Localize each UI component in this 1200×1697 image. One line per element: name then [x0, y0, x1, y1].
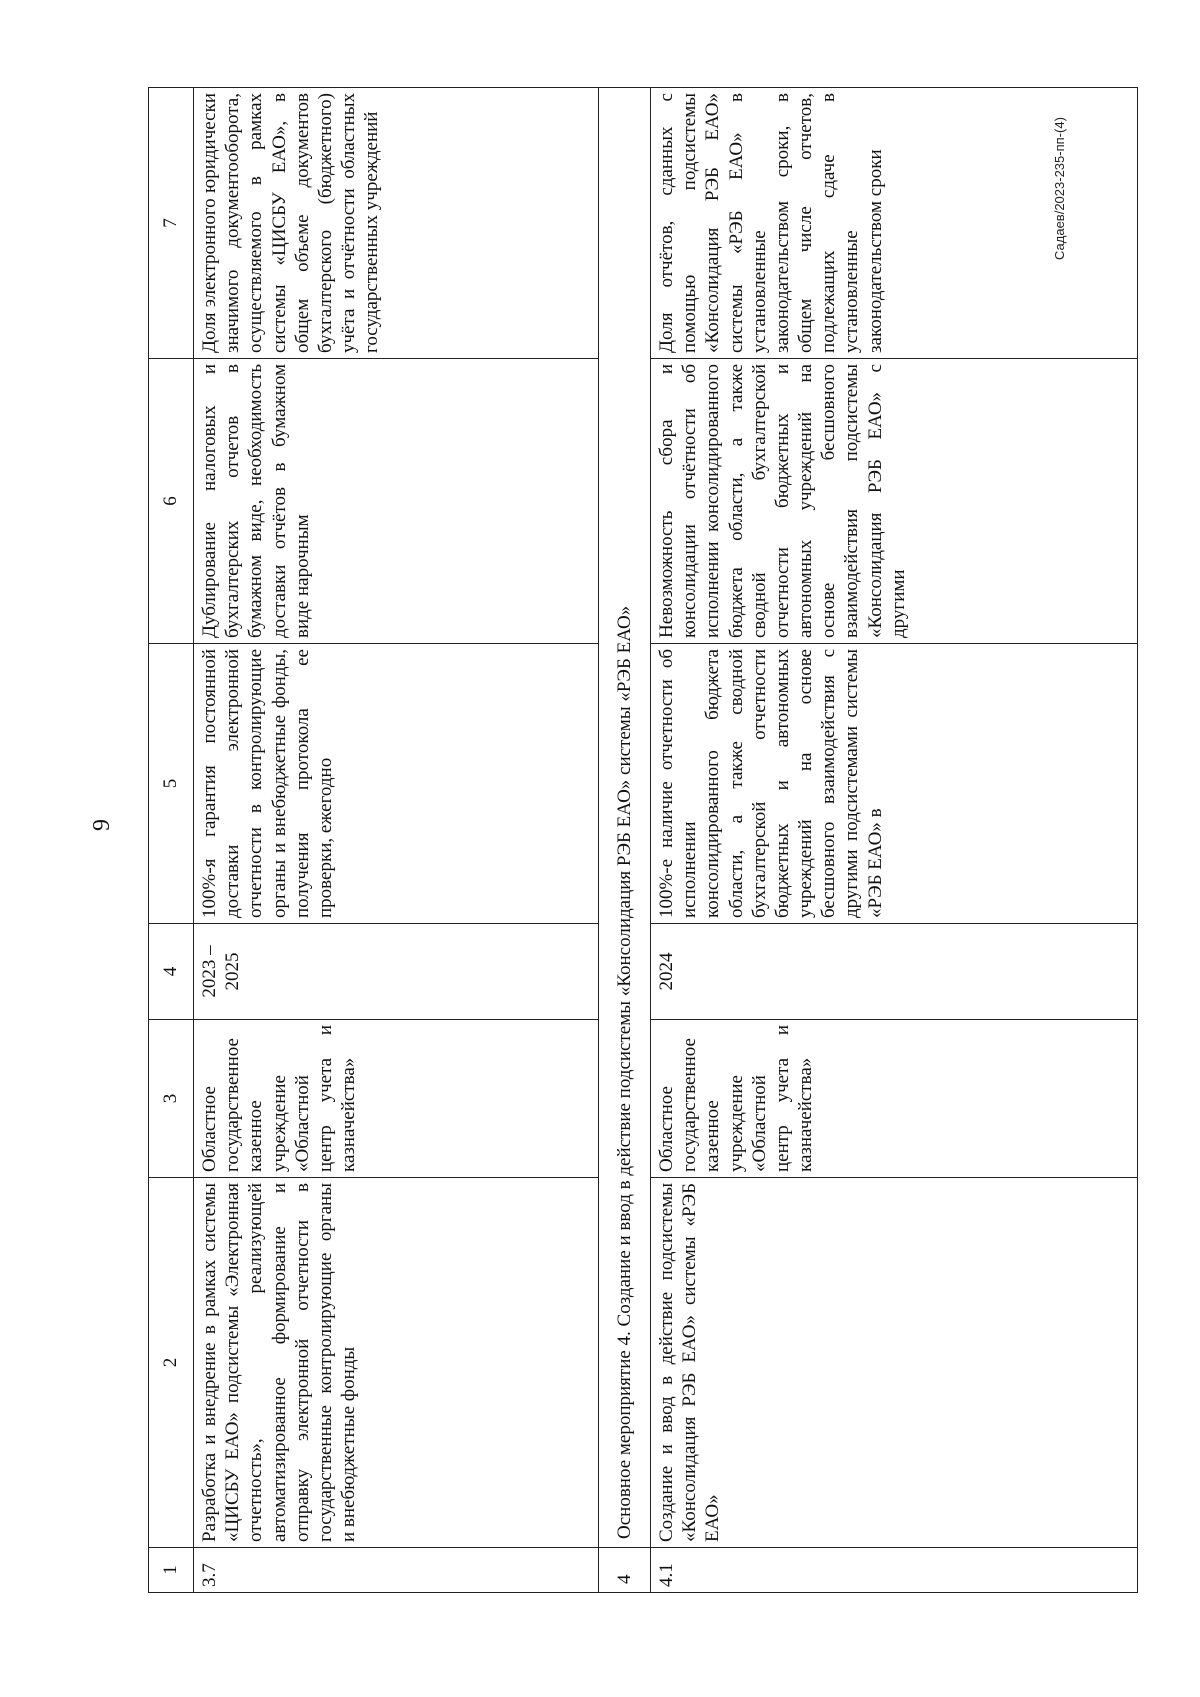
header-col-4: 4: [149, 924, 194, 1020]
table-row: [194, 88, 599, 1593]
row-number: 3.7: [194, 1548, 599, 1593]
measures-table: [148, 87, 1138, 1593]
row-number: 4.1: [651, 1548, 1138, 1593]
document-reference: [1048, 117, 1068, 360]
consequences: Невозможность сбора и консолидации отчётности об исполнении консолидированного бюджета области, а также сводной бухгалтерской отчетности бюджетных и автономных учреждений на основе бесшовного взаимодействия подсистемы «Консолидация РЭБ ЕАО» с другими: [651, 359, 1138, 644]
implementation-period: 2024: [651, 924, 1138, 1020]
expected-result: 100%-е наличие отчетности об исполнении консолидированного бюджета области, а также сводной бухгалтерской отчетности бюджетных и автономных учреждений на основе бесшовного взаимодействия с другими подсистемами системы «РЭБ ЕАО» в: [651, 644, 1138, 924]
consequences: Дублирование налоговых и бухгалтерских отчетов в бумажном виде, необходимость доставки отчётов в бумажном виде нарочным: [194, 359, 599, 644]
section-number: 4: [599, 1548, 651, 1593]
page-number: 9: [89, 819, 115, 831]
header-col-6: 6: [149, 359, 194, 644]
expected-result: 100%-я гарантия постоянной доставки электронной отчетности в контролирующие органы и внебюджетные фонды, получения протокола ее проверки, ежегодно: [194, 644, 599, 924]
measure-name: Создание и ввод в действие подсистемы «Консолидация РЭБ ЕАО» системы «РЭБ ЕАО»: [651, 1178, 1138, 1548]
header-row: [149, 88, 194, 1593]
responsible-executor: Областное государственное казенное учреждение «Областной центр учета и казначейства»: [651, 1020, 1138, 1178]
measure-name: Разработка и внедрение в рамках системы «ЦИСБУ ЕАО» подсистемы «Электронная отчетность», реализующей автоматизированное формирование и отправку электронной отчетности в государственные контролирующие органы и внебюджетные фонды: [194, 1178, 599, 1548]
header-col-3: 3: [149, 1020, 194, 1178]
indicator: Доля отчётов, сданных с помощью подсистемы «Консолидация РЭБ ЕАО» системы «РЭБ ЕАО» в установленные законодательством сроки, в общем числе отчетов, подлежащих сдаче в установленные законодательством сроки: [651, 88, 1138, 359]
implementation-period: 2023 – 2025: [194, 924, 599, 1020]
header-col-7: 7: [149, 88, 194, 359]
responsible-executor: Областное государственное казенное учреждение «Областной центр учета и казначейства»: [194, 1020, 599, 1178]
header-col-5: 5: [149, 644, 194, 924]
rotated-table-wrapper: [148, 88, 1138, 1593]
header-col-1: 1: [149, 1548, 194, 1593]
section-title: Основное мероприятие 4. Создание и ввод в действие подсистемы «Консолидация РЭБ ЕАО» системы «РЭБ ЕАО»: [599, 88, 651, 1548]
section-row: [599, 88, 651, 1593]
indicator: Доля электронного юридически значимого документооборота, осуществляемого в рамках системы «ЦИСБУ ЕАО», в общем объеме документов бухгалтерского (бюджетного) учёта и отчётности областных государственных учреждений: [194, 88, 599, 359]
header-col-2: 2: [149, 1178, 194, 1548]
document-reference-text: Садаев/2023-235-пп-(4): [1052, 117, 1067, 260]
